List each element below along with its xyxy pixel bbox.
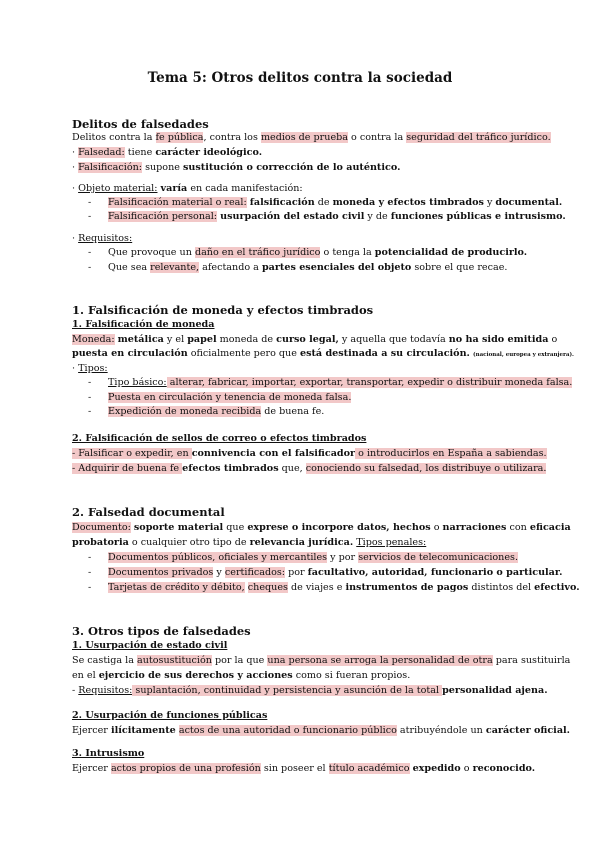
objeto-material-line: · Objeto material: varía en cada manifestación: xyxy=(72,183,303,194)
tipos-line: · Tipos: xyxy=(72,363,108,374)
requisitos-line: · Requisitos: xyxy=(72,233,133,244)
estado-civil-line-1: Se castiga la autosustitución por la que una persona se arroga la personalidad de otra para sustituirla xyxy=(72,655,571,666)
list-item: - Tarjetas de crédito y débito, cheques de viajes e instrumentos de pagos distintos del efectivo. xyxy=(88,582,580,593)
sellos-line-1: - Falsificar o expedir, en connivencia con el falsificador o introducirlos en España a sabiendas. xyxy=(72,448,547,459)
funciones-publicas-line: Ejercer ilícitamente actos de una autoridad o funcionario público atribuyéndole un carácter oficial. xyxy=(72,725,571,736)
moneda-line-2: puesta en circulación oficialmente pero que está destinada a su circulación. (nacional, europea y extranjera). xyxy=(72,348,574,359)
list-item: - Documentos públicos, oficiales y mercantiles y por servicios de telecomunicaciones. xyxy=(88,552,519,563)
estado-civil-requisitos: - Requisitos: suplantación, continuidad y persistencia y asunción de la total personalidad ajena. xyxy=(72,685,548,696)
subheading-falsificacion-moneda: 1. Falsificación de moneda xyxy=(72,319,215,330)
falsificacion-line: · Falsificación: supone sustitución o corrección de lo auténtico. xyxy=(72,162,401,173)
documento-line-2: probatoria o cualquier otro tipo de relevancia jurídica. Tipos penales: xyxy=(72,537,427,548)
subheading-funciones-publicas: 2. Usurpación de funciones públicas xyxy=(72,710,268,721)
list-item: - Que sea relevante, afectando a partes esenciales del objeto sobre el que recae. xyxy=(88,262,508,273)
section-heading-documental: 2. Falsedad documental xyxy=(72,505,225,519)
list-item: - Tipo básico: alterar, fabricar, importar, exportar, transportar, expedir o distribuir moneda falsa. xyxy=(88,377,573,388)
section-heading-otros: 3. Otros tipos de falsedades xyxy=(72,624,251,638)
subheading-estado-civil: 1. Usurpación de estado civil xyxy=(72,640,228,651)
documento-line-1: Documento: soporte material que exprese o incorpore datos, hechos o narraciones con eficacia xyxy=(72,522,571,533)
moneda-line-1: Moneda: metálica y el papel moneda de curso legal, y aquella que todavía no ha sido emitida o xyxy=(72,334,558,345)
falsedad-line: · Falsedad: tiene carácter ideológico. xyxy=(72,147,263,158)
list-item: - Que provoque un daño en el tráfico jurídico o tenga la potencialidad de producirlo. xyxy=(88,247,528,258)
list-item: - Falsificación material o real: falsificación de moneda y efectos timbrados y documental. xyxy=(88,197,563,208)
intro-line: Delitos contra la fe pública, contra los medios de prueba o contra la seguridad del tráfico jurídico. xyxy=(72,132,551,143)
list-item: - Falsificación personal: usurpación del estado civil y de funciones públicas e intrusismo. xyxy=(88,211,566,222)
list-item: - Documentos privados y certificados: por facultativo, autoridad, funcionario o particular. xyxy=(88,567,563,578)
sellos-line-2: - Adquirir de buena fe efectos timbrados que, conociendo su falsedad, los distribuye o utilizara. xyxy=(72,463,547,474)
list-item: - Expedición de moneda recibida de buena fe. xyxy=(88,406,325,417)
intrusismo-line: Ejercer actos propios de una profesión sin poseer el título académico expedido o reconocido. xyxy=(72,763,536,774)
list-item: - Puesta en circulación y tenencia de moneda falsa. xyxy=(88,392,352,403)
estado-civil-line-2: en el ejercicio de sus derechos y acciones como si fueran propios. xyxy=(72,670,411,681)
section-heading-falsedades: Delitos de falsedades xyxy=(72,117,209,131)
subheading-intrusismo: 3. Intrusismo xyxy=(72,748,145,759)
section-heading-moneda: 1. Falsificación de moneda y efectos timbrados xyxy=(72,303,374,317)
page-title: Tema 5: Otros delitos contra la sociedad xyxy=(147,70,453,86)
subheading-sellos: 2. Falsificación de sellos de correo o efectos timbrados xyxy=(72,433,367,444)
